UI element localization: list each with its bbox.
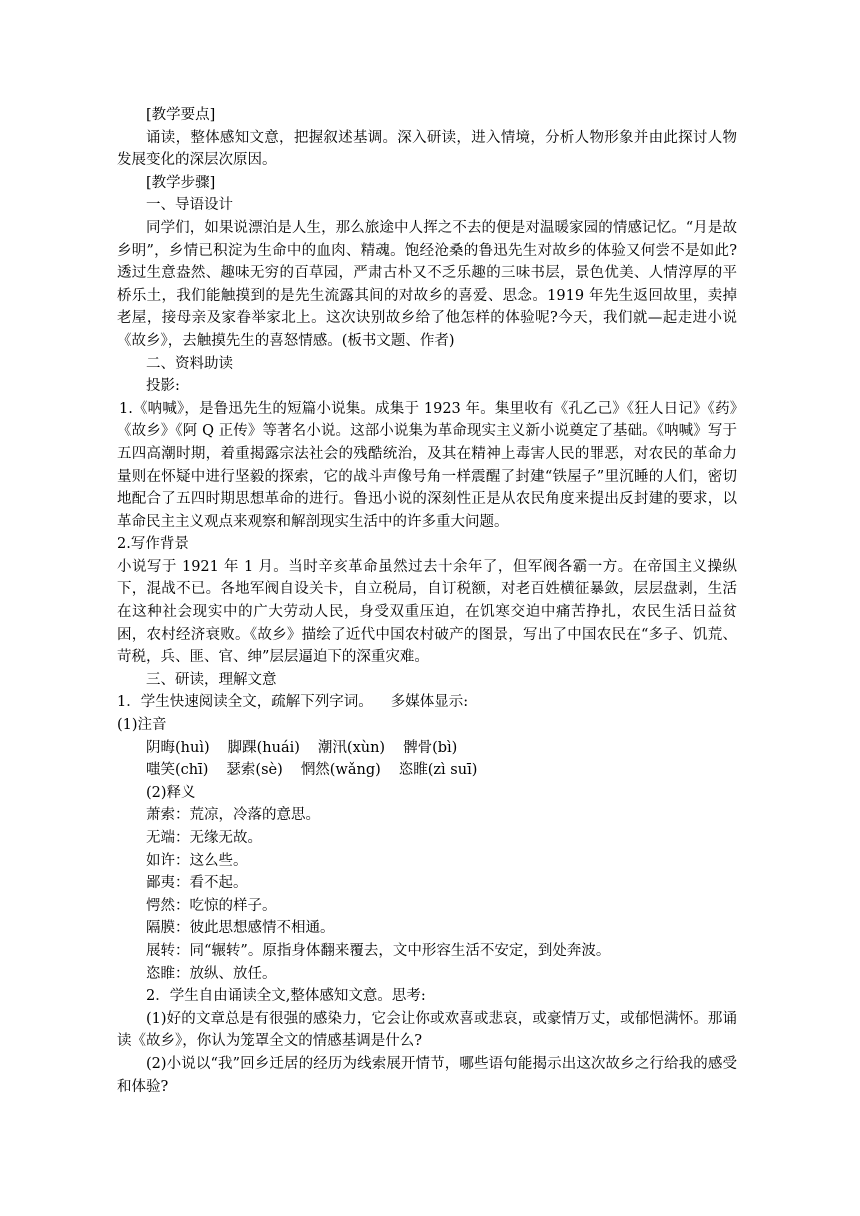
definition-item: 如许：这么些。 [146,852,248,869]
pron-item: 潮汛(xùn) [317,739,386,756]
label-projection: 投影: [146,378,180,395]
pron-item: 脚踝(huái) [227,739,300,756]
heading-teaching-key-points: [教学要点] [146,107,216,123]
heading-material: 二、资料助读 [146,355,233,372]
paragraph-nahan: 1.《呐喊》，是鲁迅先生的短篇小说集。成集于 1923 年。集里收有《孔乙己》《狂人日记》《药》《故乡》《阿 Q 正传》等著名小说。这部小说集为革命现实主义新小说奠定了基础。《呐喊》写于五四高潮时期，着重揭露宗法社会的残酷统治，及其在精神上毒害人民的罪恶，对农民的革命力量则在怀疑中进行坚毅的探索，它的战斗声像号角一样震醒了封建“铁屋子”里沉睡的人们，密切地配合了五四时期思想革命的进行。鲁迅小说的深刻性正是从农民角度来提出反封建的要求，以革命民主主义观点来观察和解剖现实生活中的许多重大问题。 [117,400,737,530]
definition-item: 恣睢：放纵、放任。 [146,965,277,982]
definition-item: 无端：无缘无故。 [146,830,262,846]
pron-item: 惘然(wǎng) [300,762,381,779]
paragraph-key-points: 诵读，整体感知文意，把握叙述基调。深入研读，进入情境，分析人物形象并由此探讨人物发展变化的深层次原因。 [117,129,737,169]
heading-definitions: (2)释义 [146,784,196,801]
task-1 [117,691,737,714]
heading-teaching-steps: [教学步骤] [146,174,216,191]
definition-item: 鄙夷：看不起。 [146,875,248,892]
paragraph-background: 小说写于 1921 年 1 月。当时辛亥革命虽然过去十余年了，但军阀各霸一方。在帝国主义操纵下，混战不已。各地军阀自设关卡，自立税局，自订税额，对老百姓横征暴敛，层层盘剥，生活在这种社会现实中的广大劳动人民，身受双重压迫，在饥寒交迫中痛苦挣扎，农民生活日益贫困，农村经济衰败。《故乡》描绘了近代中国农村破产的图景，写出了中国农民在“多子、饥荒、苛税，兵、匪、官、绅”层层逼迫下的深重灾难。 [117,558,737,666]
task-2: 2．学生自由诵读全文,整体感知文意。思考: [146,988,426,1005]
pron-item: 髀骨(bì) [403,739,458,756]
pron-item: 瑟索(sè) [226,762,283,779]
heading-background: 2.写作背景 [117,536,189,553]
paragraph-intro: 同学们，如果说漂泊是人生，那么旅途中人挥之不去的便是对温暖家园的情感记忆。“月是故乡明”，乡情已积淀为生命中的血肉、精魂。饱经沧桑的鲁迅先生对故乡的体验又何尝不是如此?透过生意盎然、趣味无穷的百草园，严肃古朴又不乏乐趣的三味书层，景色优美、人情淳厚的平桥乐土，我们能触摸到的是先生流露其间的对故乡的喜爱、思念。1919 年先生返回故里，卖掉老屋，接母亲及家眷举家北上。这次诀别故乡给了他怎样的体验呢?今天，我们就—起走进小说《故乡》，去触摸先生的喜怒情感。(板书文题、作者) [117,219,737,349]
question-1: (1)好的文章总是有很强的感染力，它会让你或欢喜或悲哀，或豪情万丈，或郁悒满怀。那诵读《故乡》，你认为笼罩全文的情感基调是什么? [117,1010,737,1050]
document-body [117,104,737,1098]
pron-item: 阴晦(huì) [146,739,210,756]
task-1-media-note: 多媒体显示: [390,694,469,711]
heading-pronunciation: (1)注音 [117,717,167,734]
definition-item: 萧索：荒凉，冷落的意思。 [146,807,320,824]
question-2: (2)小说以“我”回乡迁居的经历为线索展开情节，哪些语句能揭示出这次故乡之行给我的感受和体验? [117,1055,737,1095]
definition-item: 展转：同“辗转”。原指身体翻来覆去，文中形容生活不安定，到处奔波。 [146,942,611,959]
heading-intro-design: 一、导语设计 [146,197,233,214]
pron-item: 恣睢(zì suī) [398,762,478,779]
task-1-text: 1．学生快速阅读全文，疏解下列字词。 [117,694,373,711]
pronunciation-row-2 [117,759,737,782]
definition-item: 隔膜：彼此思想感情不相通。 [146,920,335,937]
heading-study: 三、研读，理解文意 [146,671,277,688]
pron-item: 嗤笑(chī) [146,762,209,779]
pronunciation-row-1 [117,737,737,760]
definition-item: 愕然：吃惊的样子。 [146,897,277,914]
